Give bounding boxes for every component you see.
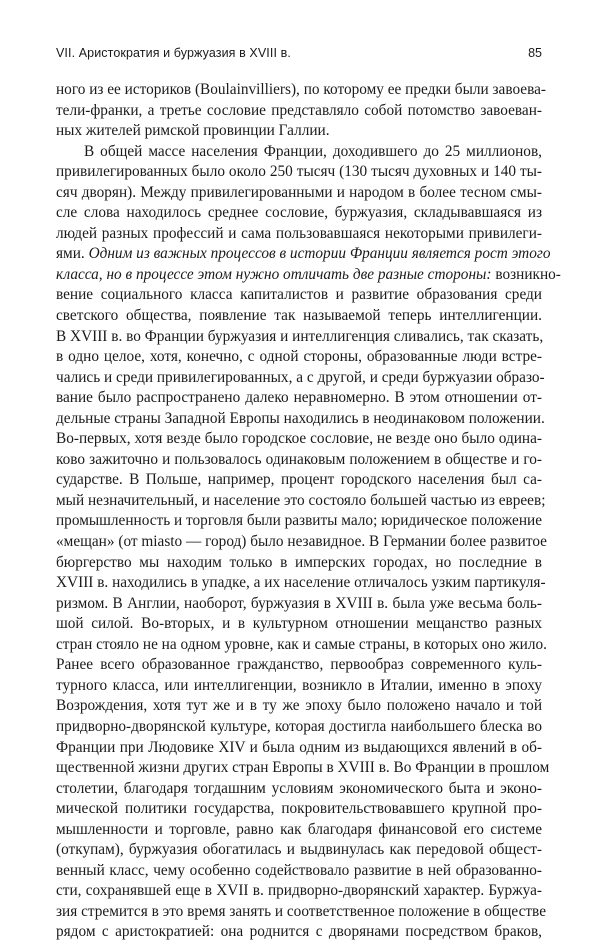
text-line: венный класс, чему особенно содействовало развитие в ней образованно- [56, 861, 542, 879]
text-line: щественной жизни других стран Европы в XVIII в. Во Франции в прошлом [56, 759, 550, 777]
text-line [56, 265, 561, 286]
running-title: VII. Аристократия и буржуазия в XVIII в. [56, 46, 291, 60]
text-line: дельные страны Западной Европы находились в неодинаковом положении. [56, 409, 545, 427]
text-line: ково зажиточно и пользовалось одинаковым положением в обществе и го- [56, 450, 542, 468]
text-line: мической политики государства, покровительствовавшего крупной про- [56, 800, 542, 818]
text-line: промышленность и торговля были развиты мало; юридическое положение [56, 512, 542, 530]
text-line: «мещан» (от miasto — город) было незавидное. В Германии более развитое [56, 533, 547, 551]
italic-emphasis: класса, но в процессе этом нужно отличать две разные стороны: [56, 265, 492, 283]
page-number: 85 [528, 46, 542, 60]
text-line: ных жителей римской провинции Галлии. [56, 122, 330, 140]
text-line: рядом с аристократией: она роднится с дворянами посредством браков, [56, 923, 542, 941]
text-line: В общей массе населения Франции, доходившего до 25 миллионов, [84, 142, 542, 160]
text-run: возникно- [491, 265, 561, 283]
text-run: ями. [56, 245, 89, 263]
text-line: шой силой. Во-вторых, и в культурном отношении мещанство разных [56, 615, 542, 633]
text-line: В XVIII в. во Франции буржуазия и интеллигенция сливались, так сказать, [56, 327, 544, 345]
text-line: Возрождения, хотя тут же и в ту же эпоху было положено начало и той [56, 697, 542, 715]
text-line: сле слова находилось среднее сословие, буржуазия, складывавшаяся из [56, 204, 542, 222]
text-line: сударстве. В Польше, например, процент городского населения был са- [56, 471, 542, 489]
text-line: вание было распространено далеко неравномерно. В этом отношении от- [56, 389, 542, 407]
text-line: светского общества, появление так называемой теперь интеллигенции. [56, 307, 542, 325]
text-line: тели-франки, а третье сословие представляло собой потомство завоеван- [56, 101, 542, 119]
text-line: сяч дворян). Между привилегированными и народом в более тесном смы- [56, 183, 542, 201]
text-line: чались и среди привилегированных, а с другой, и среди буржуазии образо- [56, 368, 545, 386]
text-line [56, 244, 551, 265]
text-line: мышленности и торговле, равно как благодаря финансовой его системе [56, 820, 542, 838]
text-line: Франции при Людовике XIV и была одним из выдающихся явлений в об- [56, 738, 542, 756]
body-text [56, 80, 561, 943]
text-line: мый незначительный, и население это состояло большей частью из евреев; [56, 491, 546, 509]
text-line: Ранее всего образованное гражданство, первообраз современного куль- [56, 656, 542, 674]
text-line: столетии, благодаря тогдашним условиям экономического быта и эконо- [56, 779, 542, 797]
text-line: людей разных профессий и сама пользовавшаяся некоторыми привилеги- [56, 224, 542, 242]
text-line: стран стояло не на одном уровне, как и самые страны, в которых оно жило. [56, 635, 547, 653]
text-line: Во-первых, хотя везде было городское сословие, не везде оно было одина- [56, 430, 542, 448]
text-line: ного из ее историков (Boulainvilliers), по которому ее предки были завоева- [56, 81, 546, 98]
text-line: турного класса, или интеллигенции, возникло в Италии, именно в эпоху [56, 676, 542, 694]
page-header [56, 46, 542, 62]
text-line: придворно-дворянской культуре, которая достигла наибольшего блеска во [56, 717, 542, 735]
text-line: вение социального класса капиталистов и развитие образования среди [56, 286, 542, 304]
text-line: сти, сохранявшей еще в XVII в. придворно-дворянский характер. Буржуа- [56, 882, 542, 900]
text-line: бюргерство мы находим только в имперских городах, но последние в [56, 553, 542, 571]
text-line: зия стремится в это время занять и соответственное положение в обществе [56, 902, 546, 920]
italic-emphasis: Одним из важных процессов в истории Франции является рост этого [88, 245, 551, 263]
text-line: XVIII в. находились в упадке, а их население отличалось узким партикуля- [56, 574, 546, 592]
text-line: в одно целое, хотя, конечно, с одной стороны, образованные люди встре- [56, 348, 542, 366]
text-line: привилегированных было около 250 тысяч (130 тысяч духовных и 140 ты- [56, 163, 542, 181]
text-line: ризмом. В Англии, наоборот, буржуазия в XVIII в. была уже весьма боль- [56, 594, 542, 612]
text-line: (откупам), буржуазия обогатилась и выдвинулась как передовой общест- [56, 841, 542, 859]
